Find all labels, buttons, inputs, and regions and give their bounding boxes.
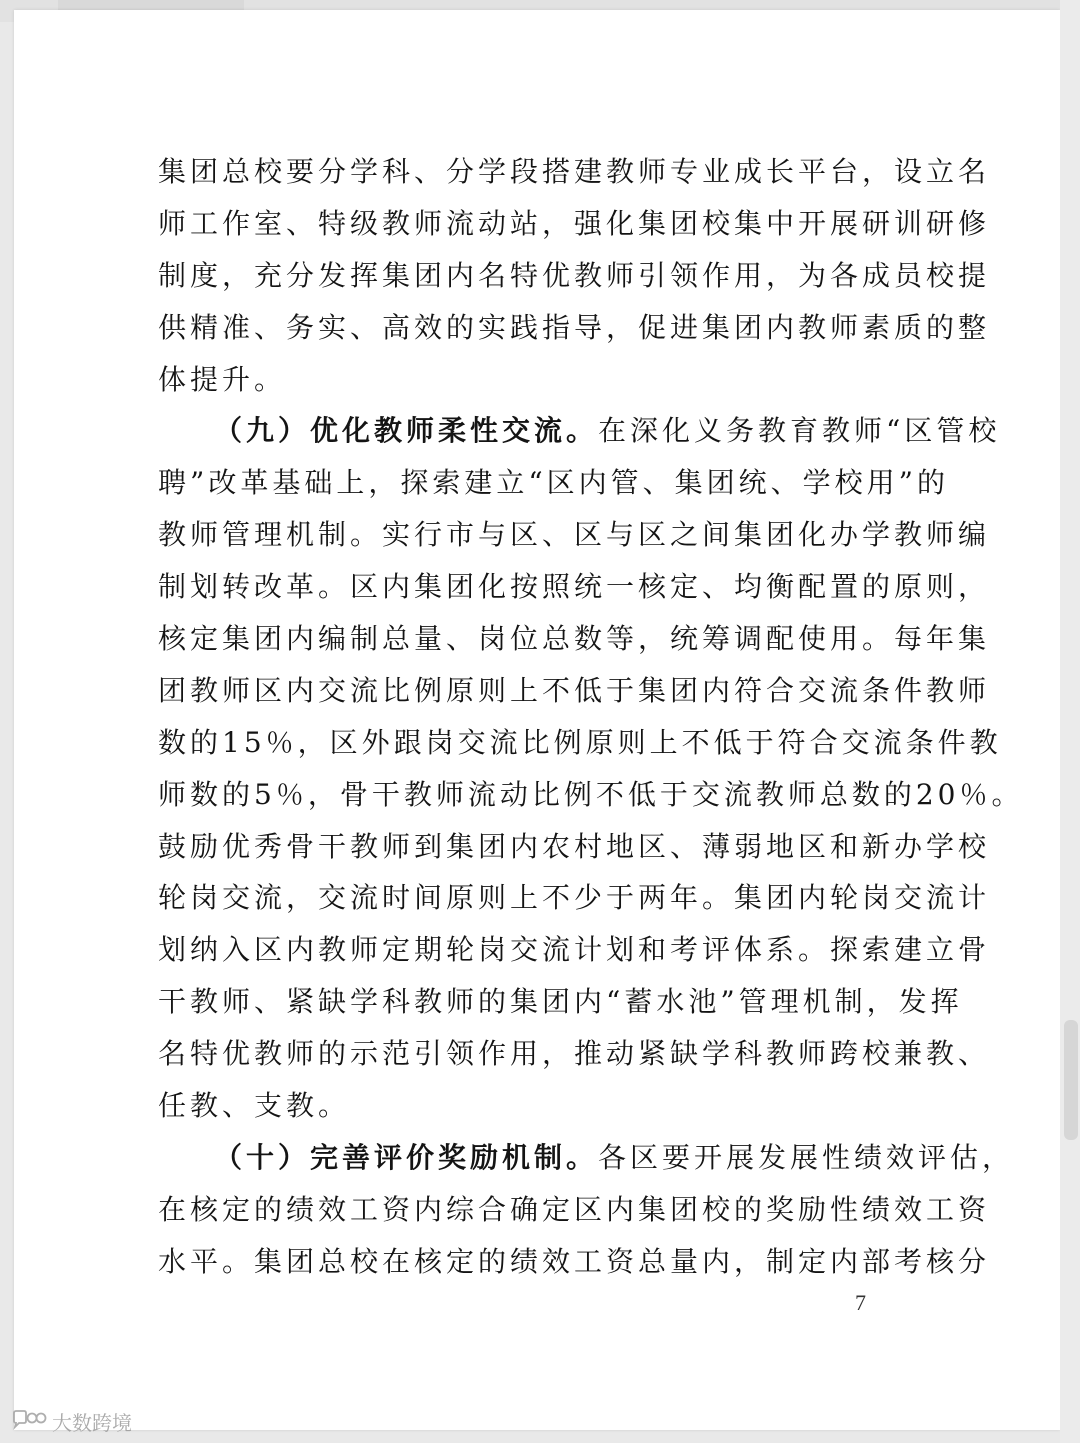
page-number: 7	[855, 1290, 866, 1315]
text-line: 名特优教师的示范引领作用，推动紧缺学科教师跨校兼教、	[158, 1037, 991, 1071]
scrollbar[interactable]	[1060, 0, 1080, 1443]
text-line: 团教师区内交流比例原则上不低于集团内符合交流条件教师	[158, 673, 991, 707]
paragraph-3	[158, 1132, 1015, 1288]
text-line: 轮岗交流，交流时间原则上不少于两年。集团内轮岗交流计	[158, 881, 991, 915]
watermark	[10, 1406, 132, 1436]
scrollbar-thumb[interactable]	[1064, 1020, 1078, 1140]
section-heading: （九）优化教师柔性交流。	[214, 414, 599, 448]
text-fragment: 各区要开展发展性绩效评估，	[598, 1140, 1015, 1174]
bubble-logo-icon	[10, 1409, 46, 1433]
text-line: 制划转改革。区内集团化按照统一核定、均衡配置的原则，	[158, 570, 991, 604]
document-body	[158, 146, 1024, 1288]
text-line: 划纳入区内教师定期轮岗交流计划和考评体系。探索建立骨	[158, 933, 991, 967]
text-line: 供精准、务实、高效的实践指导，促进集团内教师素质的整	[158, 310, 991, 344]
text-line: 在核定的绩效工资内综合确定区内集团校的奖励性绩效工资	[158, 1192, 991, 1226]
text-line: 干教师、紧缺学科教师的集团内“蓄水池”管理机制，发挥	[158, 985, 963, 1019]
text-line: 水平。集团总校在核定的绩效工资总量内，制定内部考核分	[158, 1244, 991, 1278]
text-line-with-heading	[158, 1132, 1015, 1184]
text-line: 制度，充分发挥集团内名特优教师引领作用，为各成员校提	[158, 258, 991, 292]
paragraph-1	[158, 146, 991, 405]
text-line-with-heading	[158, 405, 1001, 457]
text-line: 集团总校要分学科、分学段搭建教师专业成长平台，设立名	[158, 155, 991, 188]
text-line: 任教、支教。	[158, 1089, 351, 1123]
text-line: 教师管理机制。实行市与区、区与区之间集团化办学教师编	[158, 518, 991, 552]
watermark-text: 大数跨境	[52, 1410, 132, 1435]
section-heading: （十）完善评价奖励机制。	[214, 1140, 599, 1174]
text-line: 聘”改革基础上，探索建立“区内管、集团统、学校用”的	[158, 466, 949, 500]
text-line: 数的15％，区外跟岗交流比例原则上不低于符合交流条件教	[158, 725, 1002, 759]
paragraph-2	[158, 405, 1024, 1131]
text-line: 体提升。	[158, 362, 287, 396]
text-line: 师工作室、特级教师流动站，强化集团校集中开展研训研修	[158, 206, 991, 240]
text-line: 鼓励优秀骨干教师到集团内农村地区、薄弱地区和新办学校	[158, 829, 991, 863]
text-line: 师数的5％，骨干教师流动比例不低于交流教师总数的20％。	[158, 777, 1024, 811]
text-fragment: 在深化义务教育教师“区管校	[598, 414, 1001, 448]
text-line: 核定集团内编制总量、岗位总数等，统筹调配使用。每年集	[158, 622, 991, 656]
